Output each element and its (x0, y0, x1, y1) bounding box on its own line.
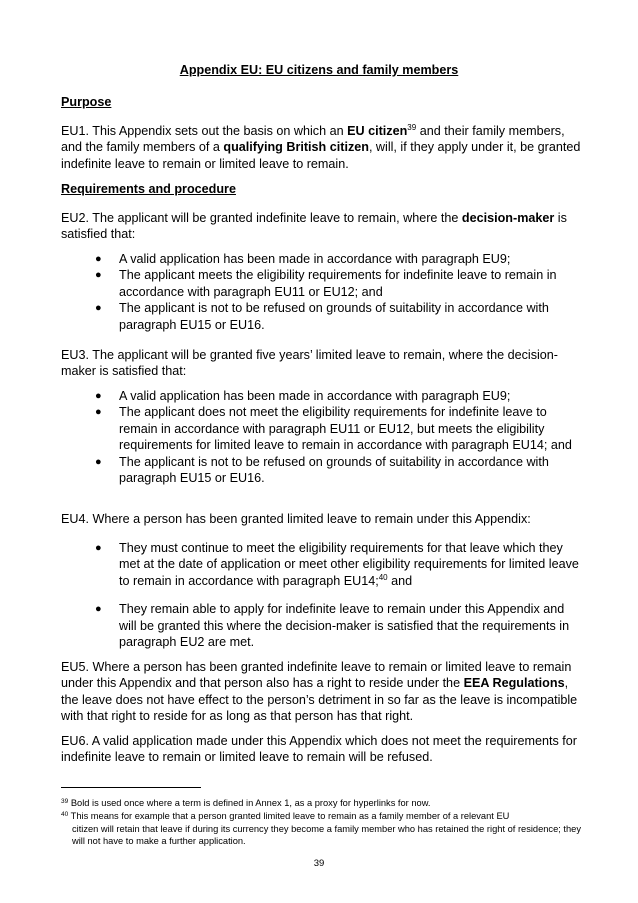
eu2-bullet-list (92, 251, 584, 333)
paragraph-eu6: EU6. A valid application made under this Appendix which does not meet the requirements for indefinite leave to remain or limited leave to remain will be refused. (61, 734, 577, 765)
bullet-icon: ● (95, 269, 102, 282)
bullet-icon: ● (95, 390, 102, 402)
footnote-40 (61, 810, 591, 848)
eu2-text-2: is satisfied that: (61, 211, 567, 242)
eu5-text-1: EU5. Where a person has been granted indefinite leave to remain or limited leave to remain under this Appendix and that person also has a right to reside under the (61, 660, 572, 691)
term-eea-regulations: EEA Regulations (463, 676, 565, 691)
list-item (92, 251, 584, 267)
bullet-icon: ● (95, 455, 102, 468)
footnote-ref-40: 40 (378, 572, 388, 582)
footnote-separator (61, 787, 201, 788)
eu1-text-1: EU1. This Appendix sets out the basis on which an (61, 124, 348, 138)
footnote-text: This means for example that a person granted limited leave to remain as a family member of a relevant EU (68, 811, 510, 821)
bullet-icon: ● (95, 542, 102, 554)
page-title: Appendix EU: EU citizens and family members (179, 63, 459, 77)
list-item (92, 388, 584, 404)
paragraph-eu3: EU3. The applicant will be granted five years’ limited leave to remain, where the decision-maker is satisfied that: (61, 348, 559, 379)
list-item (92, 601, 584, 650)
list-item-text: The applicant does not meet the eligibility requirements for indefinite leave to remain in accordance with paragraph EU11 or EU12, but meets the eligibility requirements for limited leave to remain in accordance with paragraph EU14; and (119, 405, 572, 453)
paragraph-eu2 (61, 210, 581, 243)
footnote-text-continued: citizen will retain that leave if during its currency they become a family member who has retained the right of residence; they will not have to make a further application. (72, 823, 581, 847)
term-qualifying-british-citizen: qualifying British citizen (223, 140, 369, 155)
bullet-icon: ● (95, 406, 102, 419)
list-item-text: The applicant is not to be refused on grounds of suitability in accordance with paragraph EU15 or EU16. (119, 454, 549, 486)
paragraph-eu5 (61, 659, 581, 725)
footnote-number: 39 (61, 798, 69, 805)
purpose-heading: Purpose (61, 95, 112, 109)
eu1-text-3: , will, if they apply under it, be granted indefinite leave to remain or limited leave to remain. (61, 140, 581, 171)
paragraph-eu4: EU4. Where a person has been granted limited leave to remain under this Appendix: (61, 512, 531, 526)
footnote-ref-39: 39 (407, 123, 417, 132)
paragraph-eu1 (61, 123, 581, 172)
list-item (92, 540, 584, 589)
eu2-text-1: EU2. The applicant will be granted indefinite leave to remain, where the (61, 211, 462, 225)
bullet-icon: ● (95, 603, 102, 616)
footnote-text: Bold is used once where a term is defined in Annex 1, as a proxy for hyperlinks for now. (68, 798, 431, 808)
list-item (92, 404, 584, 453)
page-number: 39 (313, 858, 325, 869)
list-item-text: The applicant is not to be refused on grounds of suitability in accordance with paragraph EU15 or EU16. (119, 301, 549, 332)
footnote-number: 40 (61, 811, 69, 818)
list-item-text: The applicant meets the eligibility requirements for indefinite leave to remain in accordance with paragraph EU11 or EU12; and (119, 268, 557, 299)
list-item-text-end: and (387, 573, 413, 588)
bullet-icon: ● (95, 302, 102, 315)
term-eu-citizen: EU citizen (347, 124, 408, 138)
footnote-39 (61, 797, 591, 810)
eu3-bullet-list (92, 388, 584, 486)
eu5-text-2: , the leave does not have effect to the person’s detriment in so far as the leave is incompatible with that right to reside for as long as that person has that right. (61, 676, 578, 724)
list-item-text: They remain able to apply for indefinite leave to remain under this Appendix and will be granted this where the decision-maker is satisfied that the requirements in paragraph EU2 are met. (119, 602, 570, 650)
eu4-bullet-list (92, 540, 584, 650)
requirements-heading: Requirements and procedure (61, 182, 236, 196)
list-item (92, 267, 584, 300)
eu1-text-2: and their family members, and the family members of a (61, 124, 565, 155)
list-item-text: A valid application has been made in accordance with paragraph EU9; (119, 389, 511, 403)
list-item-text: They must continue to meet the eligibility requirements for that leave which they met at the date of application or meet other eligibility requirements for limited leave to remain in accordance with paragraph EU14; (119, 541, 579, 588)
bullet-icon: ● (95, 253, 102, 265)
term-decision-maker: decision-maker (461, 211, 555, 225)
list-item (92, 300, 584, 333)
list-item (92, 454, 584, 487)
list-item-text: A valid application has been made in accordance with paragraph EU9; (119, 252, 511, 266)
